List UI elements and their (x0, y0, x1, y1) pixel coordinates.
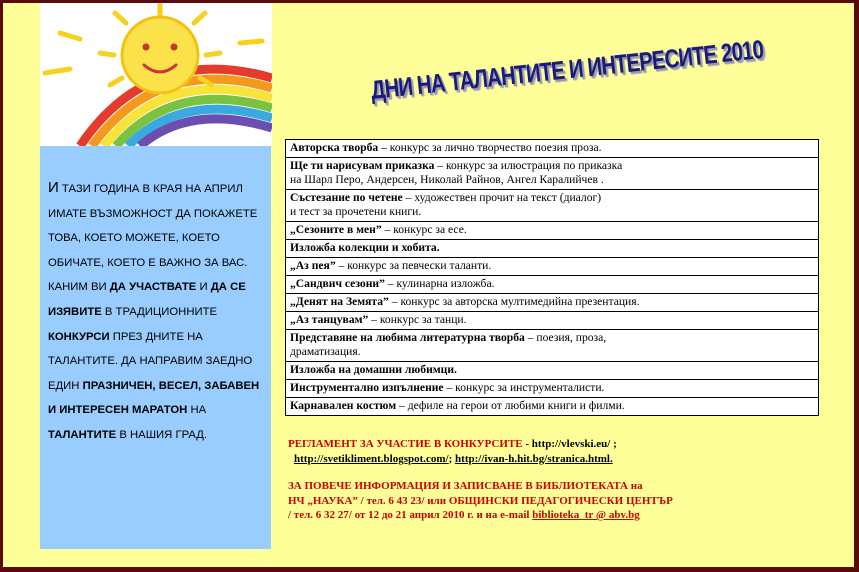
contest-description-cont: на Шарл Перо, Андерсен, Николай Райнов, Ангел Каралийчев . (290, 173, 604, 186)
contest-row (286, 362, 819, 380)
intro-text-7: НА (187, 404, 207, 417)
contest-description: – конкурс за инструменталисти. (443, 381, 605, 394)
contest-name: Състезание по четене (290, 191, 403, 204)
contest-name: „Денят на Земята” (290, 295, 389, 308)
contest-cell (286, 258, 819, 276)
contest-name: Представяне на любима литературна творба (290, 331, 525, 344)
intro-panel (40, 146, 271, 549)
intro-bold-marathon: ПРАЗНИЧЕН, ВЕСЕЛ, ЗАБАВЕН И ИНТЕРЕСЕН МАРАТОН (48, 379, 260, 417)
rules-label: РЕГЛАМЕНТ ЗА УЧАСТИЕ В КОНКУРСИТЕ (288, 438, 523, 450)
contest-row (286, 330, 819, 362)
intro-text (48, 176, 270, 448)
rules-tail: ; (610, 438, 617, 450)
intro-text-2: КАНИМ ВИ (48, 281, 110, 294)
contest-description: – конкурс за лично творчество поезия проза. (378, 141, 602, 154)
contest-cell (286, 398, 819, 416)
contest-cell (286, 140, 819, 158)
contest-row (286, 190, 819, 222)
info-block (288, 437, 828, 523)
contest-row (286, 312, 819, 330)
intro-bold-talents: ТАЛАНТИТЕ (48, 428, 117, 441)
more-info-line-3-text: / тел. 6 32 27/ от 12 до 21 април 2010 г. и на e-mail (288, 509, 533, 521)
contest-description: – художествен прочит на текст (диалог) (402, 191, 602, 204)
contest-cell (286, 222, 819, 240)
email-link[interactable]: biblioteka_tr @ abv.bg (532, 509, 640, 521)
contest-cell (286, 240, 819, 258)
contest-name: Авторска творба (290, 141, 379, 154)
contest-cell (286, 362, 819, 380)
contest-cell (286, 190, 819, 222)
intro-text-3: И (196, 281, 211, 294)
contest-name: „Аз танцувам” (290, 313, 369, 326)
page-title: ДНИ НА ТАЛАНТИТЕ И ИНТЕРЕСИТЕ 2010 (369, 33, 765, 105)
intro-bold-express: ДА СЕ ИЗЯВИТЕ (48, 281, 246, 318)
rules-line (288, 437, 828, 452)
contest-row (286, 258, 819, 276)
contest-cell (286, 294, 819, 312)
contest-row (286, 158, 819, 190)
contests-table (285, 139, 819, 416)
contest-name: Ще ти нарисувам приказка (290, 159, 435, 172)
intro-text-4: В ТРАДИЦИОННИТЕ (101, 305, 218, 318)
contest-cell (286, 158, 819, 190)
contest-cell (286, 380, 819, 398)
contest-row (286, 140, 819, 158)
contest-description: – поезия, проза, (524, 331, 607, 344)
contest-name: „Аз пея” (290, 259, 336, 272)
link-ivan-h[interactable]: http://ivan-h.hit.bg/stranica.html. (455, 452, 613, 465)
intro-bold-participate: ДА УЧАСТВАТЕ (109, 281, 197, 294)
contest-name: „Сандвич сезони” (290, 277, 385, 290)
link-svetikliment[interactable]: http://svetikliment.blogspot.com/ (294, 452, 449, 465)
contest-cell (286, 312, 819, 330)
intro-text-5: ПРЕЗ ДНИТЕ НА ТАЛАНТИТЕ. (48, 330, 203, 368)
contest-name: Изложба колекции и хобита. (290, 241, 440, 254)
contest-description: – конкурс за илюстрация по приказка (434, 159, 623, 172)
contest-description: – дефиле на герои от любими книги и филми. (396, 399, 625, 412)
contest-row (286, 398, 819, 416)
contest-name: Изложба на домашни любимци. (290, 363, 457, 376)
intro-text-6: ДА НАПРАВИМ ЗАЕДНО ЕДИН (48, 355, 253, 392)
more-info-line-2: НЧ „НАУКА” / тел. 6 43 23/ или ОБЩИНСКИ ПЕДАГОГИЧЕСКИ ЦЕНТЪР (288, 494, 673, 507)
contest-cell (286, 276, 819, 294)
intro-dropcap: И (48, 179, 59, 196)
link-vlevski[interactable]: http://vlevski.eu/ (531, 438, 611, 450)
contest-name: Карнавален костюм (290, 399, 397, 412)
poster (3, 3, 854, 567)
contest-description: – конкурс за певчески таланти. (335, 259, 492, 272)
contest-row (286, 294, 819, 312)
contest-name: „Сезоните в мен” (290, 223, 382, 236)
contest-description: – конкурс за танци. (368, 313, 467, 326)
contest-description: – кулинарна изложба. (384, 277, 495, 290)
contest-name: Инструментално изпълнение (290, 381, 444, 394)
contest-description: – конкурс за авторска мултимедийна презентация. (388, 295, 640, 308)
link-separator: ; (448, 452, 456, 465)
contest-description-cont: драматизация. (290, 345, 361, 358)
more-info-line-3 (288, 508, 828, 523)
intro-text-8: В НАШИЯ ГРАД. (116, 428, 208, 441)
contest-description: – конкурс за есе. (381, 223, 467, 236)
contest-row (286, 222, 819, 240)
title-area (369, 33, 771, 123)
contest-row (286, 240, 819, 258)
more-info-line-1: ЗА ПОВЕЧЕ ИНФОРМАЦИЯ И ЗАПИСВАНЕ В БИБЛИОТЕКАТА на (288, 480, 643, 492)
contest-cell (286, 330, 819, 362)
links-line (288, 452, 828, 467)
intro-text-1: ТАЗИ ГОДИНА В КРАЯ НА АПРИЛ ИМАТЕ ВЪЗМОЖНОСТ ДА ПОКАЖЕТЕ ТОВА, КОЕТО МОЖЕТЕ, КОЕТО ОБИЧАТЕ, КОЕТО Е ВАЖНО ЗА ВАС. (48, 183, 258, 269)
sun-rainbow-illustration (40, 3, 272, 146)
contest-row (286, 276, 819, 294)
contest-row (286, 380, 819, 398)
contest-description-cont: и тест за прочетени книги. (290, 205, 422, 218)
rules-separator: - (522, 438, 532, 450)
intro-bold-contests: КОНКУРСИ (48, 330, 110, 343)
